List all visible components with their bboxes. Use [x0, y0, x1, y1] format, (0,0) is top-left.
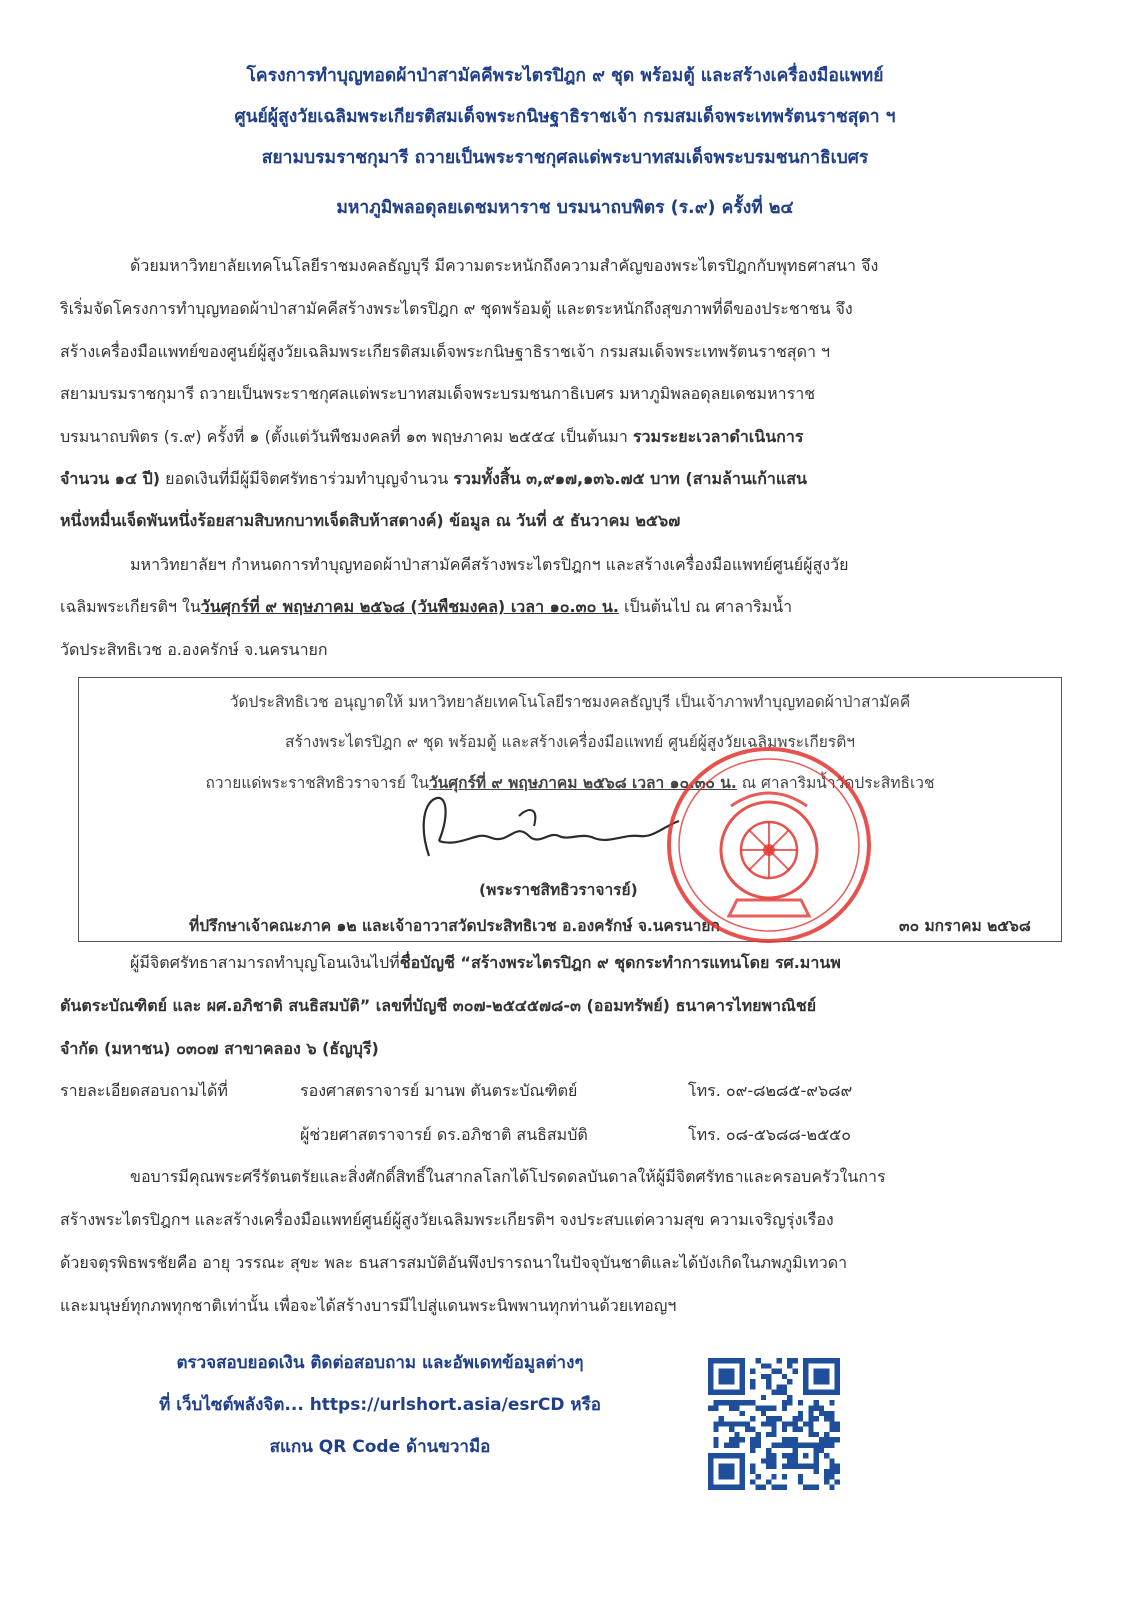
permission-line-3c: ณ ศาลาริมน้ำวัดประสิทธิเวช [736, 774, 935, 792]
para4-line-3: ด้วยจตุรพิธพรชัยคือ อายุ วรรณะ สุขะ พละ ธนสารสมบัติอันพึงปรารถนาในปัจจุบันชาติและได้บังเกิดในภพภูมิเทวดา [60, 1253, 848, 1272]
footer-line-2[interactable]: ที่ เว็บไซต์พลังจิต... https://urlshort.asia/esrCD หรือ [159, 1395, 601, 1415]
para3-line-1a: ผู้มีจิตศรัทธาสามารถทำบุญโอนเงินไปที่ [130, 953, 400, 972]
contact-1-phone: โทร. ๐๙-๘๒๘๕-๙๖๘๙ [688, 1081, 853, 1100]
qr-code[interactable] [708, 1358, 840, 1490]
para1-line-6 [60, 466, 1070, 492]
para4-line-1: ขอบารมีคุณพระศรีรัตนตรัยและสิ่งศักดิ์สิทธิ์ในสากลโลกได้โปรดดลบันดาลให้ผู้มีจิตศรัทธาและครอบครัวในการ [130, 1167, 886, 1186]
permission-line-2: สร้างพระไตรปิฎก ๙ ชุด พร้อมตู้ และสร้างเครื่องมือแพทย์ ศูนย์ผู้สูงวัยเฉลิมพระเกียรติฯ [285, 733, 855, 751]
para1-years: จำนวน ๑๔ ปี) [60, 469, 161, 488]
contact-2-phone: โทร. ๐๘-๕๖๘๘-๒๕๕๐ [688, 1125, 852, 1144]
permission-box [78, 677, 1062, 942]
para3-line-3: จำกัด (มหาชน) ๐๓๐๗ สาขาคลอง ๖ (ธัญบุรี) [60, 1039, 379, 1058]
ceremony-date: วันศุกร์ที่ ๙ พฤษภาคม ๒๕๖๘ (วันพืชมงคล) เวลา ๑๐.๓๐ น. [200, 597, 619, 616]
para2-line-2a: เฉลิมพระเกียรติฯ ใน [60, 597, 201, 616]
signature [409, 786, 699, 866]
para1-line-3: สร้างเครื่องมือแพทย์ของศูนย์ผู้สูงวัยเฉลิมพระเกียรติสมเด็จพระกนิษฐาธิราชเจ้า กรมสมเด็จพระเทพรัตนราชสุดา ฯ [60, 342, 831, 361]
footer-line-3: สแกน QR Code ด้านขวามือ [269, 1437, 491, 1457]
signer-name: (พระราชสิทธิวราจารย์) [479, 881, 638, 899]
para1-line-6b: ยอดเงินที่มีผู้มีจิตศรัทธาร่วมทำบุญจำนวน [160, 469, 454, 488]
para1-line-1: ด้วยมหาวิทยาลัยเทคโนโลยีราชมงคลธัญบุรี มีความตระหนักถึงความสำคัญของพระไตรปิฎกกับพุทธศาสนา จึง [130, 256, 879, 275]
para2-line-2 [60, 594, 1070, 620]
account-name: ชื่อบัญชี “สร้างพระไตรปิฎก ๙ ชุดกระทำการแทนโดย รศ.มานพ [399, 953, 841, 972]
temple-seal [659, 740, 879, 950]
title-line-1: โครงการทำบุญทอดผ้าป่าสามัคคีพระไตรปิฎก ๙ ชุด พร้อมตู้ และสร้างเครื่องมือแพทย์ [246, 66, 884, 86]
para1-line-2: ริเริ่มจัดโครงการทำบุญทอดผ้าป่าสามัคคีสร้างพระไตรปิฎก ๙ ชุดพร้อมตู้ และตระหนักถึงสุขภาพที่ดีของประชาชน จึง [60, 299, 853, 318]
title-line-4: มหาภูมิพลอดุลยเดชมหาราช บรมนาถบพิตร (ร.๙) ครั้งที่ ๒๔ [336, 198, 794, 218]
contact-1-name: รองศาสตราจารย์ มานพ ตันตระบัณฑิตย์ [300, 1081, 578, 1100]
para4-line-4: และมนุษย์ทุกภพทุกชาติเท่านั้น เพื่อจะได้สร้างบารมีไปสู่แดนพระนิพพานทุกท่านด้วยเทอญฯ [60, 1296, 677, 1315]
title-line-2: ศูนย์ผู้สูงวัยเฉลิมพระเกียรติสมเด็จพระกนิษฐาธิราชเจ้า กรมสมเด็จพระเทพรัตนราชสุดา ฯ [234, 107, 896, 127]
para3-line-2: ตันตระบัณฑิตย์ และ ผศ.อภิชาติ สนธิสมบัติ” เลขที่บัญชี ๓๐๗-๒๕๔๕๗๘-๓ (ออมทรัพย์) ธนาคารไทยพาณิชย์ [60, 996, 817, 1015]
permission-line-1: วัดประสิทธิเวช อนุญาตให้ มหาวิทยาลัยเทคโนโลยีราชมงคลธัญบุรี เป็นเจ้าภาพทำบุญทอดผ้าป่าสามัคคี [229, 693, 911, 711]
permission-line-3a: ถวายแด่พระราชสิทธิวราจารย์ ใน [205, 774, 429, 792]
para1-total: รวมทั้งสิ้น ๓,๙๑๗,๑๓๖.๗๕ บาท (สามล้านเก้าแสน [453, 469, 807, 488]
signer-position: ที่ปรึกษาเจ้าคณะภาค ๑๒ และเจ้าอาวาสวัดประสิทธิเวช อ.องครักษ์ จ.นครนายก [189, 917, 720, 935]
para3-line-1 [60, 950, 1070, 976]
contacts-label: รายละเอียดสอบถามได้ที่ [60, 1081, 228, 1100]
para1-line-4: สยามบรมราชกุมารี ถวายเป็นพระราชกุศลแด่พระบาทสมเด็จพระบรมชนกาธิเบศร มหาภูมิพลอดุลยเดชมหาราช [60, 384, 816, 403]
para1-line-7: หนึ่งหมื่นเจ็ดพันหนึ่งร้อยสามสิบหกบาทเจ็ดสิบห้าสตางค์) ข้อมูล ณ วันที่ ๕ ธันวาคม ๒๕๖๗ [60, 511, 681, 530]
permission-date: วันศุกร์ที่ ๙ พฤษภาคม ๒๕๖๘ เวลา ๑๐.๓๐ น. [428, 774, 737, 792]
footer-line-1: ตรวจสอบยอดเงิน ติดต่อสอบถาม และอัพเดทข้อมูลต่างๆ [176, 1353, 584, 1373]
title-line-3: สยามบรมราชกุมารี ถวายเป็นพระราชกุศลแด่พระบาทสมเด็จพระบรมชนกาธิเบศร [261, 148, 869, 168]
sign-date: ๓๐ มกราคม ๒๕๖๘ [899, 917, 1031, 935]
contact-2-name: ผู้ช่วยศาสตราจารย์ ดร.อภิชาติ สนธิสมบัติ [300, 1125, 588, 1144]
para1-line-5a: บรมนาถบพิตร (ร.๙) ครั้งที่ ๑ (ตั้งแต่วันพืชมงคลที่ ๑๓ พฤษภาคม ๒๕๕๔ เป็นต้นมา [60, 427, 633, 446]
para2-line-1: มหาวิทยาลัยฯ กำหนดการทำบุญทอดผ้าป่าสามัคคีสร้างพระไตรปิฎกฯ และสร้างเครื่องมือแพทย์ศูนย์ผู้สูงวัย [130, 555, 849, 574]
para1-duration: รวมระยะเวลาดำเนินการ [632, 427, 804, 446]
para2-line-3: วัดประสิทธิเวช อ.องครักษ์ จ.นครนายก [60, 640, 328, 659]
para4-line-2: สร้างพระไตรปิฎกฯ และสร้างเครื่องมือแพทย์ศูนย์ผู้สูงวัยเฉลิมพระเกียรติฯ จงประสบแต่ความสุข ความเจริญรุ่งเรือง [60, 1210, 834, 1229]
para1-line-5 [60, 424, 1070, 450]
para2-line-2c: เป็นต้นไป ณ ศาลาริมน้ำ [618, 597, 793, 616]
